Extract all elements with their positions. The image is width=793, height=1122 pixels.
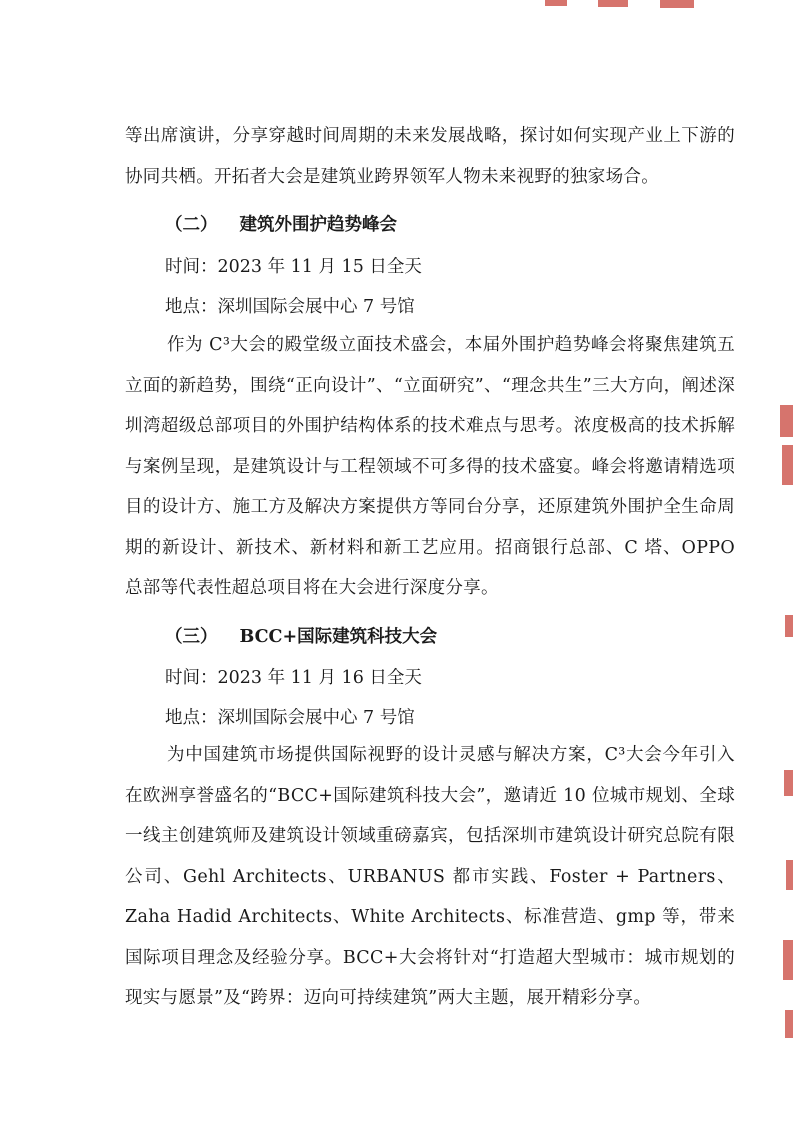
intro-paragraph: 等出席演讲，分享穿越时间周期的未来发展战略，探讨如何实现产业上下游的协同共栖。开拓者大会是建筑业跨界领军人物未来视野的独家场合。	[125, 126, 735, 187]
section2-time: 时间：2023 年 11 月 15 日全天	[165, 257, 422, 277]
seal-fragment-top-3	[660, 0, 694, 8]
section2-body: 作为 C³大会的殿堂级立面技术盛会，本届外围护趋势峰会将聚焦建筑五立面的新趋势，围绕“正向设计”、“立面研究”、“理念共生”三大方向，阐述深圳湾超级总部项目的外围护结构体系的技术难点与思考。浓度极高的技术拆解与案例呈现，是建筑设计与工程领域不可多得的技术盛宴。峰会将邀请精选项目的设计方、施工方及解决方案提供方等同台分享，还原建筑外围护全生命周期的新设计、新技术、新材料和新工艺应用。招商银行总部、C 塔、OPPO 总部等代表性超总项目将在大会进行深度分享。	[125, 335, 735, 598]
section2-heading	[165, 211, 397, 239]
seal-fragment-right-1	[780, 405, 793, 437]
section3-time: 时间：2023 年 11 月 16 日全天	[165, 668, 422, 688]
seal-fragment-right-2	[782, 445, 793, 485]
section3-number: （三）	[165, 627, 218, 647]
seal-fragment-right-3	[785, 615, 793, 637]
section3-body: 为中国建筑市场提供国际视野的设计灵感与解决方案，C³大会今年引入在欧洲享誉盛名的“BCC+国际建筑科技大会”，邀请近 10 位城市规划、全球一线主创建筑师及建筑设计领域重磅嘉宾，包括深圳市建筑设计研究总院有限公司、Gehl Architects、URBANUS 都市实践、Foster + Partners、Zaha Hadid Architects、White Architects、标准营造、gmp 等，带来国际项目理念及经验分享。BCC+大会将针对“打造超大型城市：城市规划的现实与愿景”及“跨界：迈向可持续建筑”两大主题，展开精彩分享。	[125, 745, 735, 1008]
section3-title: BCC+国际建筑科技大会	[239, 627, 438, 647]
seal-fragment-right-5	[786, 860, 793, 890]
section2-title: 建筑外围护趋势峰会	[239, 215, 397, 235]
seal-fragment-top-2	[598, 0, 628, 7]
section2-number: （二）	[165, 215, 218, 235]
seal-fragment-top-1	[545, 0, 567, 6]
seal-fragment-right-4	[784, 770, 793, 796]
seal-fragment-right-6	[783, 940, 793, 980]
seal-fragment-right-7	[785, 1010, 793, 1038]
section3-place: 地点：深圳国际会展中心 7 号馆	[165, 708, 415, 728]
section3-heading	[165, 623, 437, 651]
section2-place: 地点：深圳国际会展中心 7 号馆	[165, 297, 415, 317]
